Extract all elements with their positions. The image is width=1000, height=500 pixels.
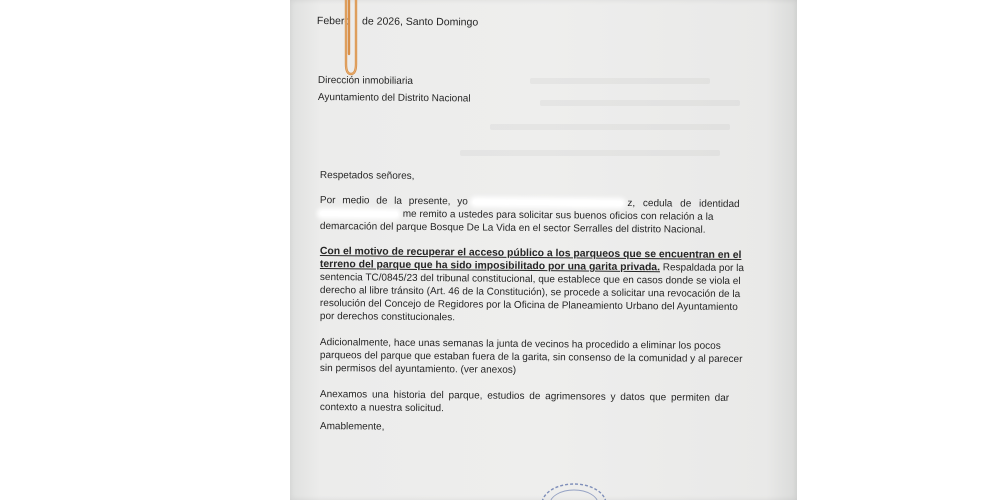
p1-text-c: me remito a ustedes para solicitar sus buenos oficios con relación a la <box>402 208 714 223</box>
bleed-through <box>490 124 730 130</box>
paragraph-2-line-5: resolución del Concejo de Regidores por la Oficina de Planeamiento Urbano del Ayuntamiento <box>319 298 738 314</box>
letter-page <box>290 0 797 500</box>
p2-bold-text: terreno del parque que ha sido imposibilitado por una garita privada. <box>319 259 661 274</box>
recipient-line-2: Ayuntamiento del Distrito Nacional <box>317 92 471 105</box>
p1-text-a: Por medio de la presente, yo <box>319 195 468 208</box>
bleed-through <box>460 150 720 156</box>
redacted-id <box>320 211 398 217</box>
paragraph-2-line-3: sentencia TC/0845/23 del tribunal constitucional, que establece que en casos donde se viola el <box>319 272 741 288</box>
paragraph-2-line-6: por derechos constitucionales. <box>319 311 456 324</box>
date-line <box>317 15 769 31</box>
paragraph-3-line-2: parqueos del parque que estaban fuera de la garita, sin consenso de la comunidad y al parecer <box>319 350 743 366</box>
paragraph-3-line-3: sin permisos del ayuntamiento. (ver anexos) <box>319 363 517 376</box>
p2-rest-text: Respaldada por la <box>659 262 744 275</box>
date-month: Febero <box>316 15 354 28</box>
paragraph-4-line-2: contexto a nuestra solicitud. <box>319 402 444 415</box>
paragraph-2-line-4: derecho al libre tránsito (Art. 46 de la Constitución), se procede a solicitar una revocación de la <box>319 285 741 301</box>
paperclip-icon <box>342 0 359 77</box>
paragraph-4-line-1: Anexamos una historia del parque, estudios de agrimensores y datos que permiten dar <box>319 389 730 404</box>
stamp-icon <box>538 476 610 500</box>
salutation: Respetados señores, <box>319 170 415 182</box>
paragraph-2-line-1: Con el motivo de recuperar el acceso público a los parqueos que se encuentran en el <box>319 246 742 262</box>
date-year-city: de 2026, Santo Domingo <box>359 15 479 29</box>
p1-text-b: z, cedula de identidad <box>627 197 740 211</box>
paragraph-1-line-3: demarcación del parque Bosque De La Vida en el sector Serralles del distrito Nacional. <box>319 221 706 236</box>
redacted-name <box>473 199 623 205</box>
recipient-line-1: Dirección inmobiliaria <box>317 75 414 87</box>
closing: Amablemente, <box>319 421 385 433</box>
paragraph-3-line-1: Adicionalmente, hace unas semanas la junta de vecinos ha procedido a eliminar los pocos <box>319 337 721 352</box>
